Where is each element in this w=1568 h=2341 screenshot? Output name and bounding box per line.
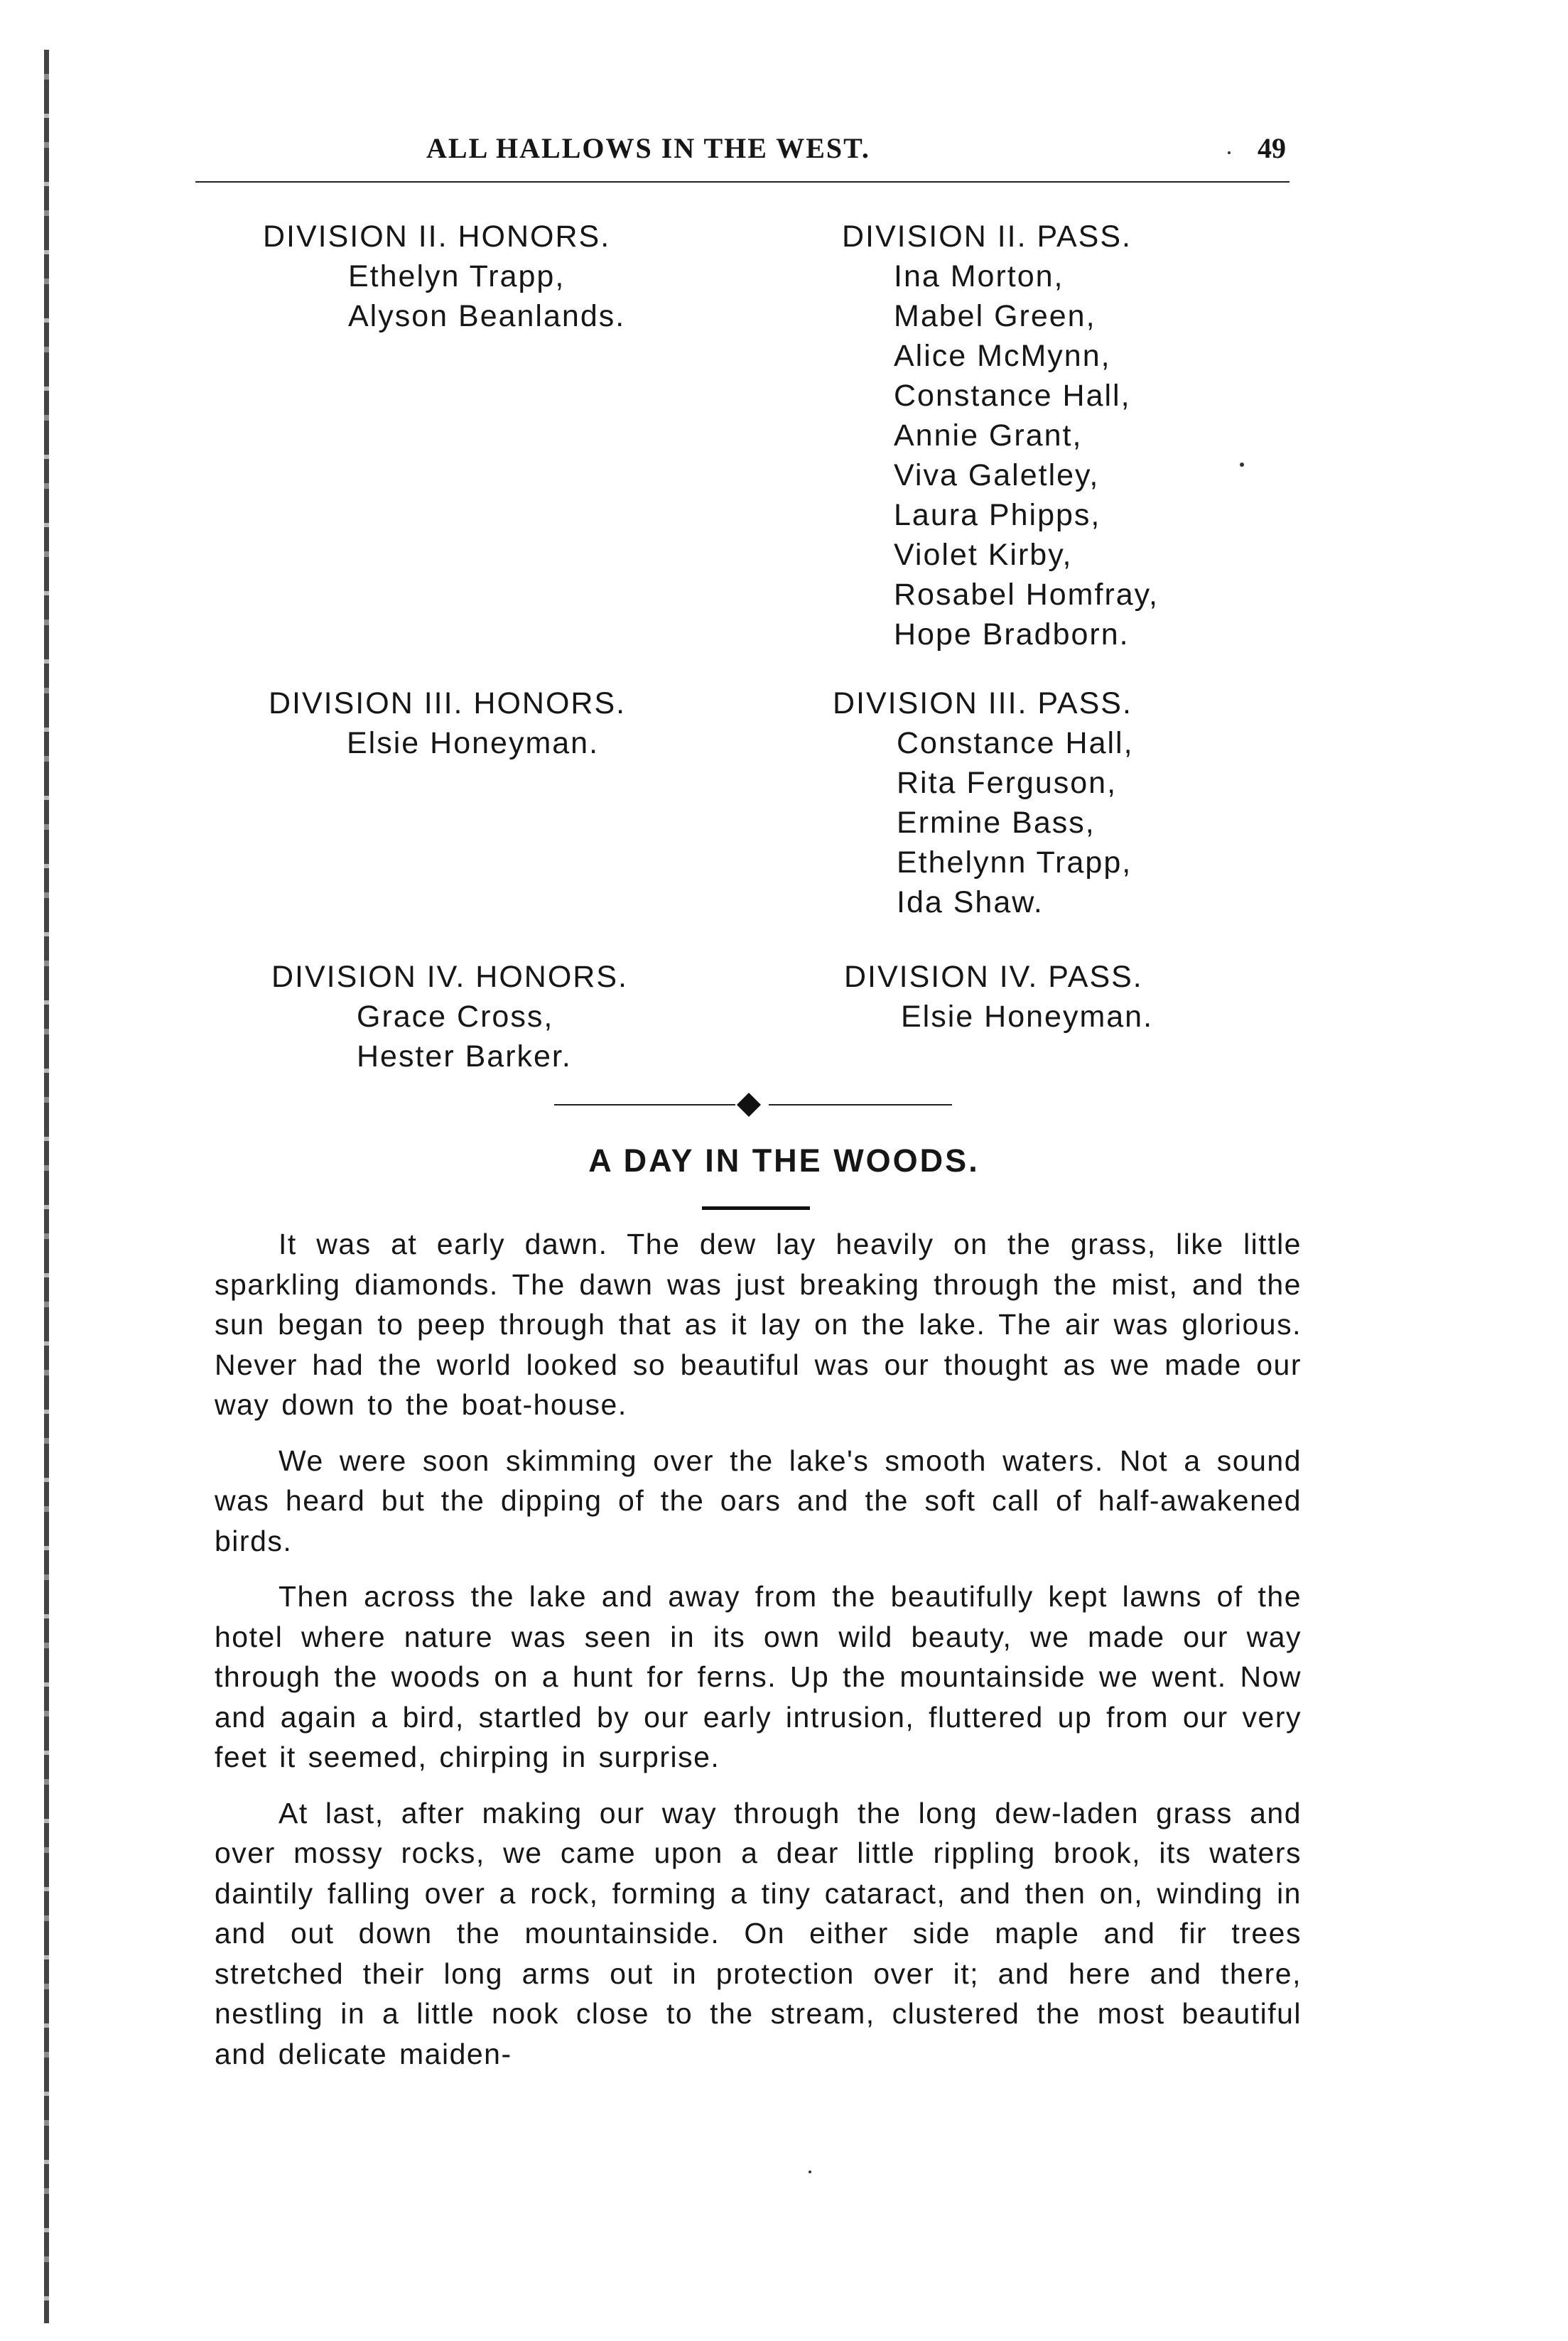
division-heading: DIVISION IV. PASS. bbox=[844, 960, 1143, 994]
page-binding-edge bbox=[44, 50, 49, 2323]
name-list bbox=[348, 256, 625, 336]
student-name: Annie Grant, bbox=[894, 418, 1083, 453]
article-body bbox=[215, 1224, 1302, 2089]
division-heading: DIVISION IV. HONORS. bbox=[271, 960, 628, 994]
body-paragraph: Then across the lake and away from the beautifully kept lawns of the hotel where nature was seen in its own wild beauty, we made our way through the woods on a hunt for ferns. Up the mountainside we went. Now and again a bird, startled by our early intrusion, fluttered up from our very feet it seemed, chirping in surprise. bbox=[215, 1580, 1302, 1773]
header-rule bbox=[195, 181, 1289, 183]
divider-line-right bbox=[769, 1104, 952, 1105]
student-name: Ermine Bass, bbox=[897, 806, 1096, 840]
division-2-pass bbox=[842, 217, 1159, 654]
student-name: Elsie Honeyman. bbox=[347, 726, 600, 760]
student-name: Grace Cross, bbox=[357, 1000, 554, 1034]
body-paragraph: We were soon skimming over the lake's smooth waters. Not a sound was heard but the dipping of the oars and the soft call of half-awakened birds. bbox=[215, 1444, 1302, 1557]
division-heading: DIVISION III. HONORS. bbox=[269, 686, 627, 720]
student-name: Laura Phipps, bbox=[894, 498, 1101, 532]
division-2-honors bbox=[263, 217, 625, 336]
student-name: Rita Ferguson, bbox=[897, 766, 1118, 800]
student-name: Ina Morton, bbox=[894, 259, 1064, 293]
print-speck bbox=[1228, 151, 1231, 154]
student-name: Alyson Beanlands. bbox=[348, 299, 626, 333]
student-name: Viva Galetley, bbox=[894, 458, 1100, 492]
student-name: Violet Kirby, bbox=[894, 538, 1073, 572]
division-4-pass bbox=[844, 957, 1153, 1037]
division-4-honors bbox=[271, 957, 628, 1076]
section-divider-ornament bbox=[554, 1094, 952, 1115]
student-name: Hester Barker. bbox=[357, 1039, 572, 1074]
print-speck bbox=[809, 2170, 811, 2173]
running-title: ALL HALLOWS IN THE WEST. bbox=[426, 132, 870, 164]
division-heading: DIVISION III. PASS. bbox=[833, 686, 1132, 720]
student-name: Ida Shaw. bbox=[897, 885, 1044, 919]
name-list bbox=[897, 723, 1134, 922]
print-speck bbox=[1240, 463, 1244, 467]
running-head bbox=[199, 131, 1286, 174]
division-3-honors bbox=[269, 683, 626, 763]
student-name: Constance Hall, bbox=[894, 379, 1131, 413]
article-title: A DAY IN THE WOODS. bbox=[588, 1142, 980, 1179]
student-name: Constance Hall, bbox=[897, 726, 1134, 760]
name-list bbox=[347, 723, 626, 763]
student-name: Hope Bradborn. bbox=[894, 617, 1130, 652]
name-list bbox=[357, 997, 628, 1076]
division-heading: DIVISION II. PASS. bbox=[842, 220, 1132, 254]
body-paragraph: At last, after making our way through the long dew-laden grass and over mossy rocks, we came upon a dear little rippling brook, its waters daintily falling over a rock, forming a tiny cataract, and then on, winding in and out down the mountainside. On either side maple and fir trees stretched their long arms out in protection over it; and here and there, nestling in a little nook close to the stream, clustered the most beautiful and delicate maiden- bbox=[215, 1796, 1302, 2070]
student-name: Ethelyn Trapp, bbox=[348, 259, 566, 293]
division-3-pass bbox=[833, 683, 1134, 922]
student-name: Ethelynn Trapp, bbox=[897, 845, 1132, 880]
divider-line-left bbox=[554, 1104, 735, 1105]
name-list bbox=[901, 997, 1153, 1037]
student-name: Elsie Honeyman. bbox=[901, 1000, 1154, 1034]
student-name: Mabel Green, bbox=[894, 299, 1096, 333]
name-list bbox=[894, 256, 1159, 654]
student-name: Rosabel Homfray, bbox=[894, 578, 1159, 612]
division-heading: DIVISION II. HONORS. bbox=[263, 220, 611, 254]
diamond-ornament-icon bbox=[737, 1093, 761, 1117]
title-underline-rule bbox=[702, 1206, 810, 1210]
body-paragraph: It was at early dawn. The dew lay heavily on the grass, like little sparkling diamonds. The dawn was just breaking through the mist, and the sun began to peep through that as it lay on the lake. The air was glorious. Never had the world looked so beautiful was our thought as we made our way down to the boat-house. bbox=[215, 1228, 1302, 1421]
page-number: 49 bbox=[1258, 132, 1286, 164]
student-name: Alice McMynn, bbox=[894, 339, 1111, 373]
